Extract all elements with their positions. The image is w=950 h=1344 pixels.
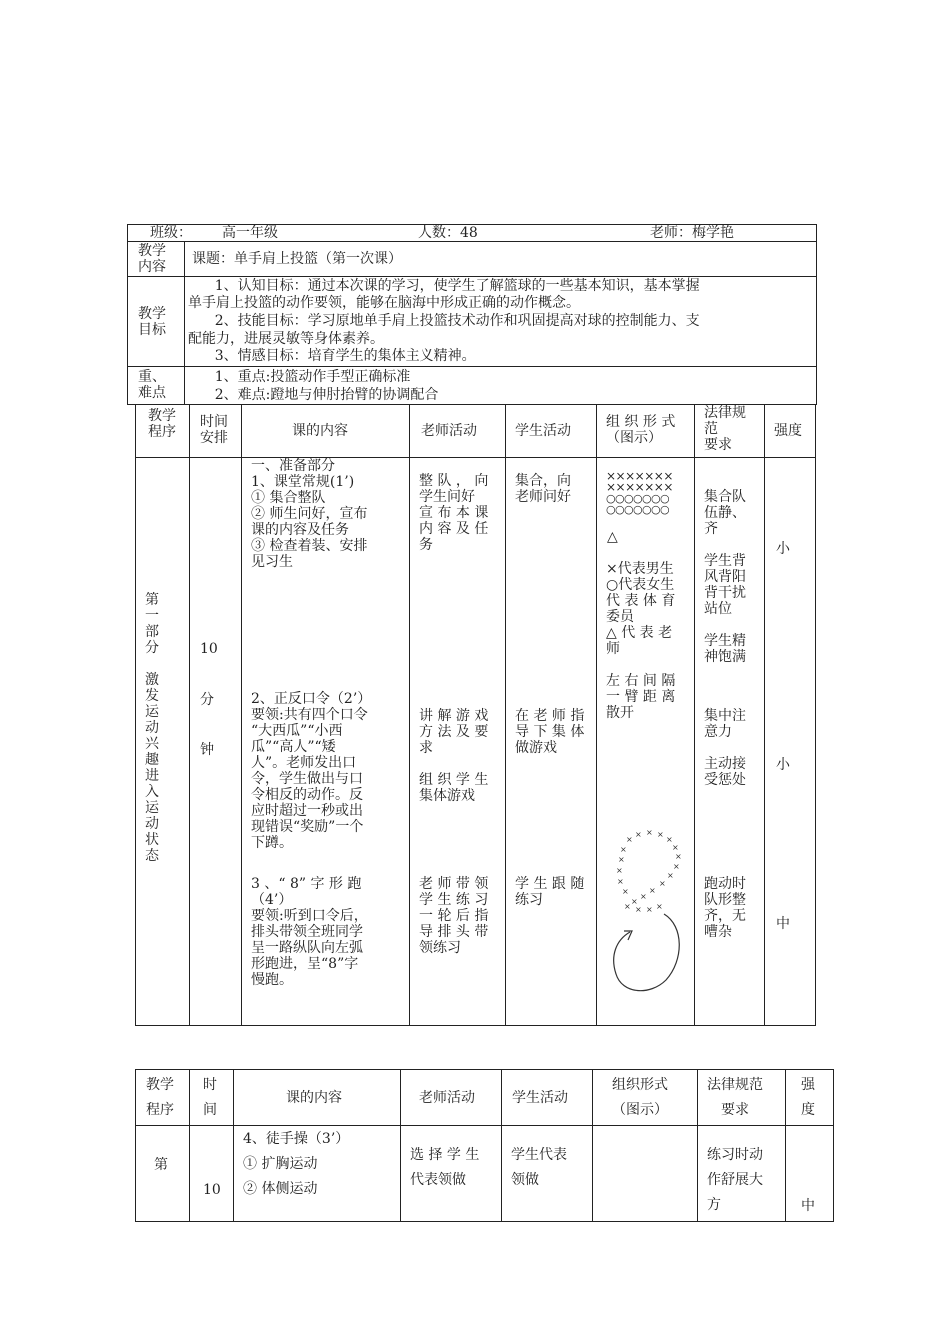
svg-text:×: ×	[657, 830, 664, 839]
svg-text:×: ×	[620, 845, 627, 854]
header-organization: 组 织 形 式 （图示）	[606, 414, 676, 446]
program-section: 第	[154, 1157, 168, 1173]
svg-text:×: ×	[616, 866, 623, 875]
divider	[127, 241, 817, 242]
formation-legend: ×代表男生 ○代表女生 代 表 体 育 委员 △ 代 表 老 师 左 右 间 隔 一 臂 距 离 散开	[606, 561, 676, 721]
student-activity: 在 老 师 指 导 下 集 体 做游戏	[515, 708, 585, 756]
teacher-activity: 讲 解 游 戏 方 法 及 要 求 组 织 学 生 集体游戏	[419, 708, 489, 804]
header-time: 时 间	[203, 1077, 217, 1118]
svg-text:×: ×	[635, 905, 642, 914]
header-student: 学生活动	[512, 1090, 568, 1106]
goal-line: 配能力，进展灵敏等身体素养。	[188, 331, 384, 347]
student-activity: 学生代表 领做	[511, 1147, 567, 1188]
divider	[592, 1069, 593, 1222]
svg-text:×: ×	[631, 897, 638, 906]
content-eight-run: 3 、“ 8” 字 形 跑 （4’） 要领:听到口令后， 排头带领全班同学 呈一路纵队向左弧 形跑进，呈“8”字 慢跑。	[251, 876, 368, 988]
divider	[505, 404, 506, 1026]
requirement: 跑动时 队形整 齐，无 嘈杂	[704, 876, 746, 940]
svg-text:×: ×	[622, 887, 629, 896]
header-program: 教学 程序	[148, 408, 176, 440]
intensity-value: 小	[776, 757, 790, 773]
class-label: 班级：	[150, 225, 192, 241]
divider	[189, 1069, 190, 1222]
student-count: 人数：48	[418, 225, 478, 241]
divider	[127, 366, 817, 367]
difficulty-point: 2、难点:蹬地与伸肘抬臂的协调配合	[188, 387, 439, 403]
intensity-value: 小	[776, 541, 790, 557]
divider	[233, 1069, 234, 1222]
svg-text:×: ×	[659, 879, 666, 888]
formation-boys-row: ×××××××	[606, 480, 673, 494]
divider	[241, 404, 242, 1026]
divider	[127, 276, 817, 277]
student-activity: 学 生 跟 随 练习	[515, 876, 585, 908]
header-teacher: 老师活动	[421, 423, 477, 439]
formation-girls-row: ○○○○○○○	[606, 503, 669, 516]
teacher-name: 老师：梅学艳	[650, 225, 734, 241]
header-requirements: 法律规范 要求	[707, 1077, 763, 1118]
content-command-game: 2、正反口令（2’） 要领:共有四个口令 “大西瓜”“小西 瓜”“高人”“矮 人”。老师发出口 令，学生做出与口 令相反的动作。反 应时超过一秒或出 现错误“奖励”一个 下蹲。	[251, 691, 372, 851]
divider	[697, 1069, 698, 1222]
formation-girls-row: ○○○○○○○	[606, 492, 669, 505]
svg-text:×: ×	[675, 852, 682, 861]
header-intensity: 强 度	[801, 1077, 815, 1118]
divider	[400, 1069, 401, 1222]
requirement: 集中注 意力 主动接 受惩处	[704, 708, 746, 788]
header-organization: 组织形式 （图示）	[612, 1077, 668, 1118]
program-section: 第 一 部 分 激 发 运 动 兴 趣 进 入 运 动 状 态	[145, 592, 159, 864]
svg-text:×: ×	[667, 871, 674, 880]
svg-text:×: ×	[617, 877, 624, 886]
divider	[501, 1069, 502, 1222]
goal-line: 3、情感目标：培育学生的集体主义精神。	[188, 348, 476, 364]
divider	[764, 404, 765, 1026]
formation-boys-row: ×××××××	[606, 469, 673, 483]
key-point: 1、重点:投篮动作手型正确标准	[188, 369, 411, 385]
header-requirements: 法律规 范 要求	[704, 405, 746, 453]
svg-text:×: ×	[624, 902, 631, 911]
svg-text:×: ×	[635, 830, 642, 839]
divider	[135, 1125, 834, 1126]
time-value: 10	[200, 641, 218, 657]
header-intensity: 强度	[774, 423, 802, 439]
goal-line: 2、技能目标：学习原地单手肩上投篮技术动作和巩固提高对球的控制能力、支	[188, 313, 700, 329]
svg-text:×: ×	[672, 843, 679, 852]
header-student: 学生活动	[515, 423, 571, 439]
teacher-activity: 老 师 带 领 学 生 练 习 一 轮 后 指 导 排 头 带 领练习	[419, 876, 489, 956]
time-value: 10	[203, 1182, 221, 1198]
content-warmup: 一、准备部分 1、课堂常规(1’) ① 集合整队 ② 师生问好，宣布 课的内容及任务 ③ 检查着装、安排 见习生	[251, 458, 368, 570]
time-unit: 分	[200, 692, 214, 708]
lesson-topic: 课题：单手肩上投篮（第一次课）	[192, 251, 402, 267]
divider	[409, 404, 410, 1026]
requirement: 集合队 伍静、 齐 学生背 风背阳 背干扰 站位 学生精 神饱满	[704, 489, 746, 665]
teacher-activity: 整 队 ， 向 学生问好 宣 布 本 课 内 容 及 任 务	[419, 473, 489, 553]
divider	[189, 404, 190, 1026]
figure-eight-path-icon	[604, 828, 696, 1000]
divider	[184, 241, 185, 405]
teacher-activity: 选 择 学 生 代表领做	[410, 1147, 480, 1188]
svg-text:×: ×	[656, 902, 663, 911]
content-calisthenics: 4、徒手操（3’） ① 扩胸运动 ② 体侧运动	[243, 1131, 350, 1197]
header-content: 课的内容	[292, 423, 348, 439]
intensity-value: 中	[801, 1198, 815, 1214]
svg-text:×: ×	[649, 886, 656, 895]
divider	[135, 457, 816, 458]
header-program: 教学 程序	[146, 1077, 174, 1118]
svg-text:×: ×	[618, 855, 625, 864]
time-unit: 钟	[200, 742, 214, 758]
svg-text:×: ×	[673, 862, 680, 871]
goal-line: 1、认知目标：通过本次课的学习，使学生了解篮球的一些基本知识，基本掌握	[188, 278, 700, 294]
goal-line: 单手肩上投篮的动作要领，能够在脑海中形成正确的动作概念。	[188, 295, 580, 311]
svg-text:×: ×	[646, 905, 653, 914]
header-teacher: 老师活动	[419, 1090, 475, 1106]
header-time: 时间 安排	[200, 414, 228, 446]
teacher-triangle-icon: △	[607, 529, 618, 545]
divider	[596, 404, 597, 1026]
requirement: 练习时动 作舒展大 方	[707, 1147, 763, 1213]
header-content: 课的内容	[286, 1090, 342, 1106]
svg-text:×: ×	[640, 892, 647, 901]
divider	[785, 1069, 786, 1222]
svg-text:×: ×	[626, 835, 633, 844]
student-activity: 集合，向 老师问好	[515, 473, 571, 505]
svg-text:×: ×	[666, 835, 673, 844]
goals-label: 教学 目标	[138, 306, 166, 338]
intensity-value: 中	[776, 916, 790, 932]
class-value: 高一年级	[222, 225, 278, 241]
svg-text:×: ×	[646, 828, 653, 837]
key-label: 重、 难点	[138, 369, 166, 401]
content-label: 教学 内容	[138, 243, 166, 275]
